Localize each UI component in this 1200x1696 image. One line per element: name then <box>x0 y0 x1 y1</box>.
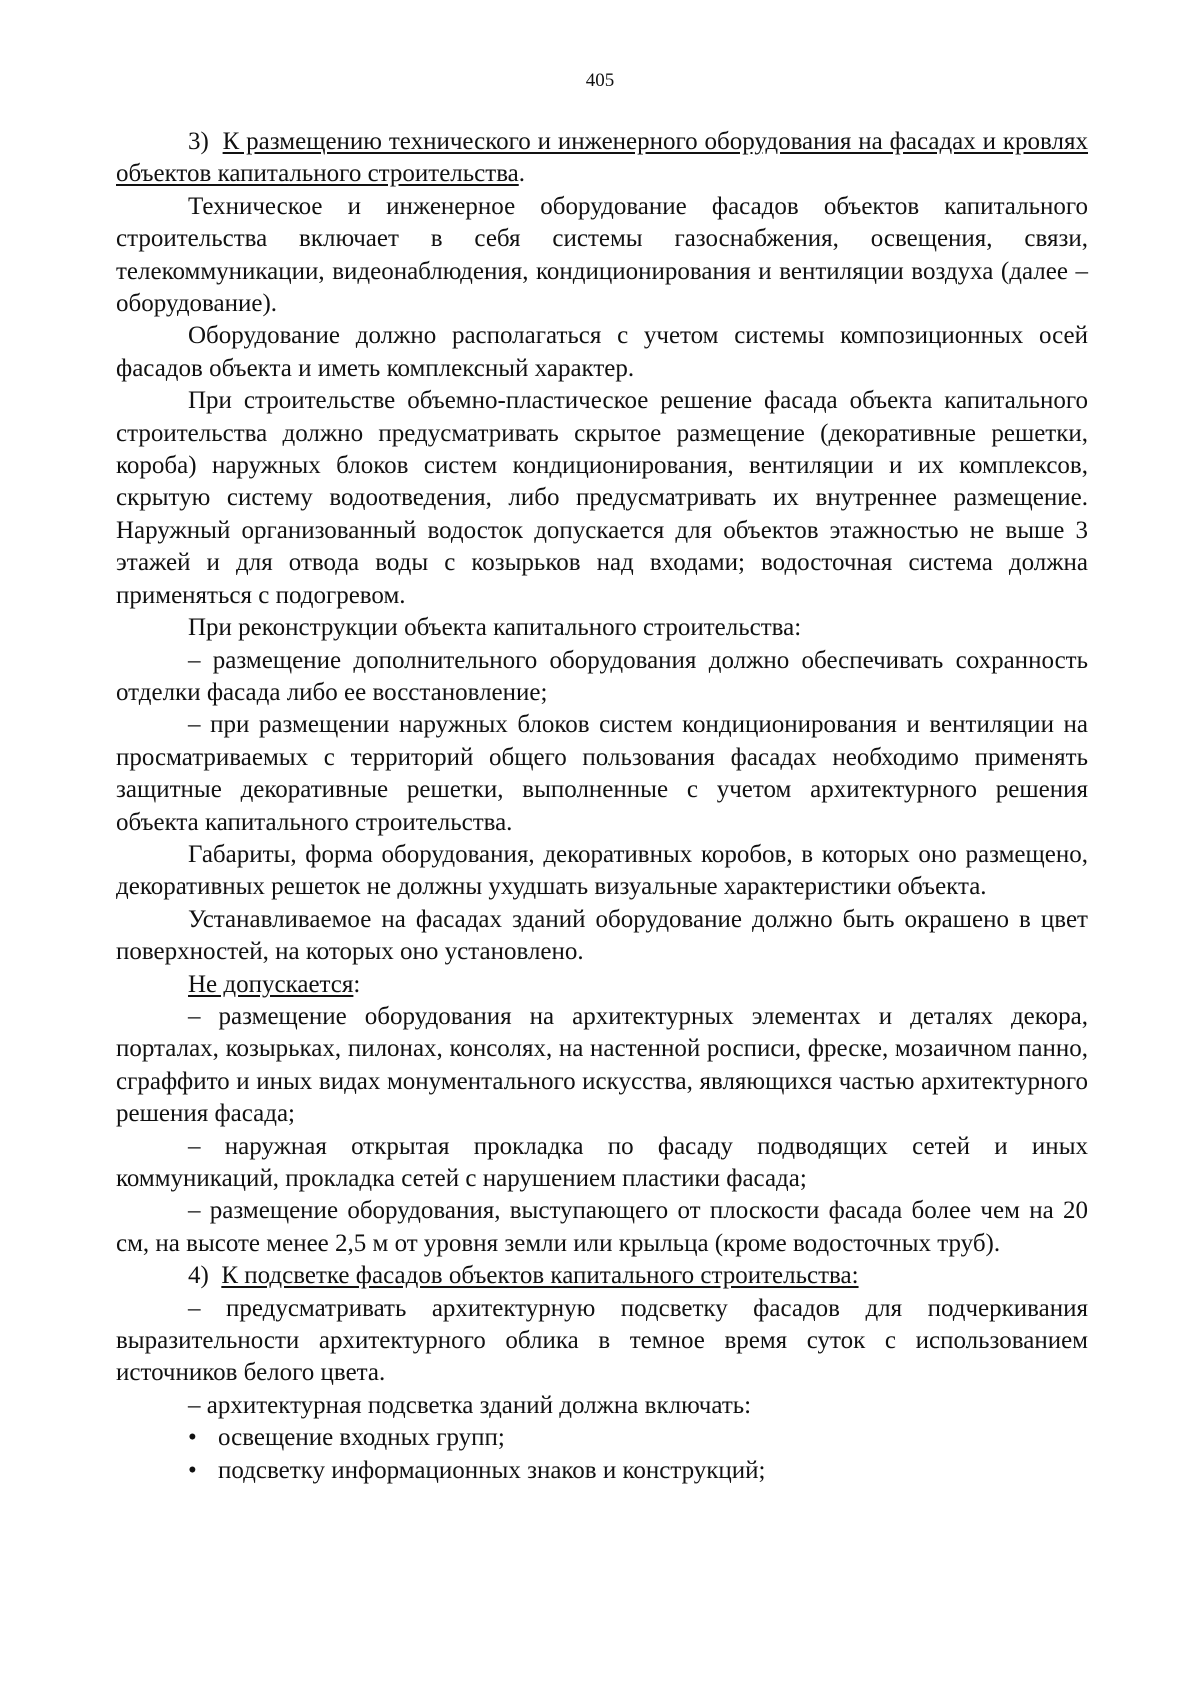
paragraph: Техническое и инженерное оборудование фасадов объектов капитального строительства включает в себя системы газоснабжения, освещения, связи, телекоммуникации, видеонаблюдения, кондиционирования и вентиляции воздуха (далее – оборудование). <box>116 192 1088 318</box>
bullet-item <box>116 1455 1088 1487</box>
section-4-title: К подсветке фасадов объектов капитального строительства: <box>221 1262 859 1290</box>
section-3-heading: 3) К размещению технического и инженерного оборудования на фасадах и кровлях объектов капитального строительства. <box>116 128 1089 188</box>
bullet-icon: • <box>188 1424 197 1452</box>
paragraph: Оборудование должно располагаться с учетом системы композиционных осей фасадов объекта и иметь комплексный характер. <box>116 322 1088 382</box>
page-number: 405 <box>585 70 615 91</box>
section-4-number: 4) <box>188 1262 209 1290</box>
paragraph: Габариты, форма оборудования, декоративных коробов, в которых оно размещено, декоративных решеток не должны ухудшать визуальные характеристики объекта. <box>116 840 1088 901</box>
dash-item: – при размещении наружных блоков систем кондиционирования и вентиляции на просматриваемых с территорий общего пользования фасадах необходимо применять защитные декоративные решетки, выполненные с учетом архитектурного решения объекта капитального строительства. <box>116 711 1088 836</box>
dash-item: – размещение оборудования на архитектурных элементах и деталях декора, порталах, козырьках, пилонах, консолях, на настенной росписи, фреске, мозаичном панно, сграффито и иных видах монументального искусства, являющихся частью архитектурного решения фасада; <box>116 1002 1088 1128</box>
paragraph: При реконструкции объекта капитального строительства: <box>188 614 802 642</box>
section-3-number: 3) <box>188 128 209 155</box>
dash-item: – размещение оборудования, выступающего от плоскости фасада более чем на 20 см, на высоте менее 2,5 м от уровня земли или крыльца (кроме водосточных труб). <box>116 1197 1088 1257</box>
dash-item: – наружная открытая прокладка по фасаду подводящих сетей и иных коммуникаций, прокладка сетей с нарушением пластики фасада; <box>116 1132 1088 1192</box>
dash-item: – архитектурная подсветка зданий должна включать: <box>188 1391 752 1419</box>
bullet-icon: • <box>188 1456 197 1484</box>
dash-item: – размещение дополнительного оборудования должно обеспечивать сохранность отделки фасада либо ее восстановление; <box>116 646 1088 706</box>
not-allowed-heading: Не допускается: <box>188 970 361 998</box>
paragraph: Устанавливаемое на фасадах зданий оборудование должно быть окрашено в цвет поверхностей, на которых оно установлено. <box>116 905 1088 966</box>
section-3-title: К размещению технического и инженерного оборудования на фасадах и кровлях объектов капитального строительства <box>116 128 1089 188</box>
dash-item: – предусматривать архитектурную подсветку фасадов для подчеркивания выразительности архитектурного облика в темное время суток с использованием источников белого цвета. <box>116 1294 1088 1387</box>
section-4-heading <box>116 1260 1088 1292</box>
not-allowed-label: Не допускается <box>188 970 354 998</box>
paragraph: При строительстве объемно-пластическое решение фасада объекта капитального строительства должно предусматривать скрытое размещение (декоративные решетки, короба) наружных блоков систем кондиционирования, вентиляции и их комплексов, скрытую систему водоотведения, либо предусматривать их внутреннее размещение. Наружный организованный водосток допускается для объектов этажностью не выше 3 этажей и для отвода воды с козырьков над входами; водосточная система должна применяться с подогревом. <box>116 387 1088 609</box>
bullet-text: освещение входных групп; <box>218 1424 505 1452</box>
document-body <box>116 126 1088 1487</box>
bullet-item <box>116 1422 1088 1454</box>
bullet-text: подсветку информационных знаков и конструкций; <box>218 1456 766 1484</box>
